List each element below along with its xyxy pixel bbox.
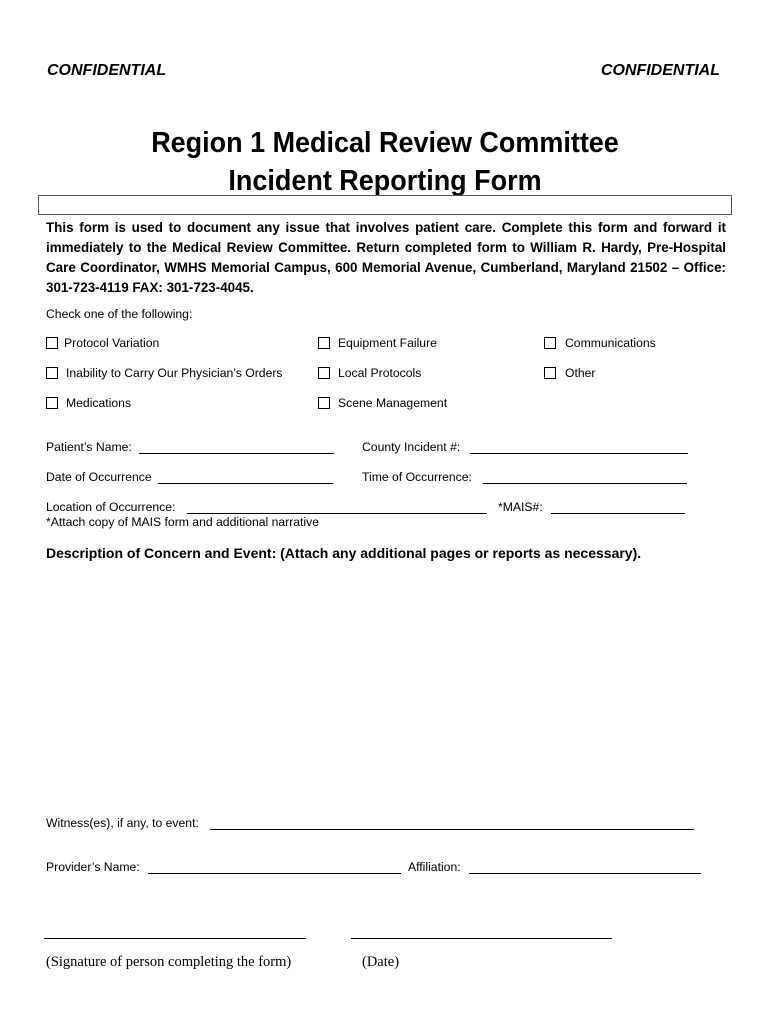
check-instruction: Check one of the following: xyxy=(46,307,193,321)
checkbox-label-protocol-variation: Protocol Variation xyxy=(64,336,160,350)
checkbox-label-equipment-failure: Equipment Failure xyxy=(338,336,437,350)
provider-name-field[interactable] xyxy=(148,873,401,874)
checkbox-local-protocols[interactable] xyxy=(318,367,330,379)
checkbox-other[interactable] xyxy=(544,367,556,379)
form-title-line2: Incident Reporting Form xyxy=(228,165,542,197)
provider-name-label: Provider’s Name: xyxy=(46,860,140,874)
mais-field[interactable] xyxy=(551,513,685,514)
confidential-left: CONFIDENTIAL xyxy=(47,62,167,79)
checkbox-protocol-variation[interactable] xyxy=(46,337,58,349)
county-incident-label: County Incident #: xyxy=(362,440,461,454)
date-label: (Date) xyxy=(362,954,400,970)
witness-label: Witness(es), if any, to event: xyxy=(46,816,199,830)
signature-line[interactable] xyxy=(44,938,306,939)
form-title-line1: Region 1 Medical Review Committee xyxy=(151,127,619,159)
checkbox-equipment-failure[interactable] xyxy=(318,337,330,349)
checkbox-label-scene-management: Scene Management xyxy=(338,396,448,410)
checkbox-label-other: Other xyxy=(565,366,596,380)
time-of-occurrence-field[interactable] xyxy=(483,483,687,484)
description-area[interactable] xyxy=(46,570,726,800)
checkbox-inability-physician-orders[interactable] xyxy=(46,367,58,379)
checkbox-scene-management[interactable] xyxy=(318,397,330,409)
intro-paragraph: This form is used to document any issue that involves patient care. Complete this form and forward it immediately to the Medical Review Committee. Return completed form to William R. Hardy, Pre-Hospital Care Coordinator, WMHS Memorial Campus, 600 Memorial Avenue, Cumberland, Maryland 21502 – Office: 301-723-4119 FAX: 301-723-4045. xyxy=(46,220,726,295)
date-line[interactable] xyxy=(351,938,612,939)
checkbox-label-medications: Medications xyxy=(66,396,132,410)
signature-label: (Signature of person completing the form) xyxy=(46,954,292,970)
witness-field[interactable] xyxy=(210,829,694,830)
mais-label: *MAIS#: xyxy=(498,500,543,514)
header-box xyxy=(38,195,732,215)
confidential-right: CONFIDENTIAL xyxy=(600,62,720,79)
patient-name-label: Patient’s Name: xyxy=(46,440,132,454)
checkbox-label-communications: Communications xyxy=(565,336,656,350)
time-of-occurrence-label: Time of Occurrence: xyxy=(362,470,472,484)
checkbox-communications[interactable] xyxy=(544,337,556,349)
location-of-occurrence-label: Location of Occurrence: xyxy=(46,500,176,514)
checkbox-label-local-protocols: Local Protocols xyxy=(338,366,422,380)
date-of-occurrence-field[interactable] xyxy=(158,483,333,484)
location-of-occurrence-field[interactable] xyxy=(187,513,487,514)
description-heading: Description of Concern and Event: (Attach any additional pages or reports as necessary). xyxy=(46,545,642,561)
patient-name-field[interactable] xyxy=(139,453,334,454)
county-incident-field[interactable] xyxy=(470,453,688,454)
checkbox-label-inability-physician-orders: Inability to Carry Our Physician’s Orders xyxy=(66,366,283,380)
mais-note: *Attach copy of MAIS form and additional narrative xyxy=(46,515,320,529)
date-of-occurrence-label: Date of Occurrence xyxy=(46,470,152,484)
affiliation-label: Affiliation: xyxy=(408,860,461,874)
affiliation-field[interactable] xyxy=(469,873,701,874)
checkbox-medications[interactable] xyxy=(46,397,58,409)
